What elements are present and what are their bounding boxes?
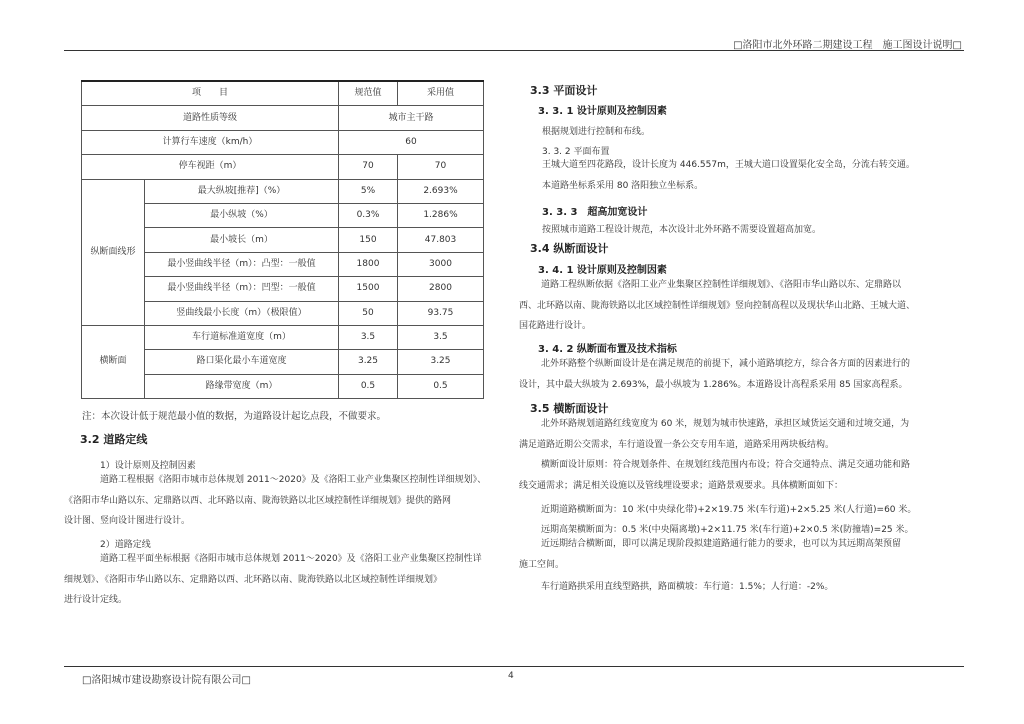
row-spec: 50 — [339, 301, 398, 325]
line: 细规划》、《洛阳市华山路以东、定鼎路以西、北环路以南、陇海铁路以北区域控制性详细规划》 — [64, 574, 443, 585]
paragraph-3-5-a — [519, 414, 909, 455]
group-cross-section: 横断面 — [82, 325, 145, 398]
paragraph-3-5-b — [519, 455, 910, 496]
row-label: 道路性质等级 — [82, 106, 339, 130]
near-term-cross-section: 近期道路横断面为：10 米(中央绿化带)+2×19.75 米(车行道)+2×5.25 米(人行道)=60 米。 — [541, 505, 917, 515]
paragraph-3-3-2 — [542, 155, 915, 196]
paragraph-3-3-3: 按照城市道路工程设计规范，本次设计北外环路不需要设置超高加宽。 — [542, 225, 822, 235]
footer-divider — [64, 666, 964, 667]
row-label: 最小纵坡（%） — [145, 203, 339, 227]
paragraph-alignment-coordinates — [64, 549, 482, 611]
header-item: 项 目 — [82, 81, 339, 106]
row-spec: 1800 — [339, 252, 398, 276]
long-term-cross-section: 远期高架横断面为：0.5 米(中央隔离墩)+2×11.75 米(车行道)+2×0.5 米(防撞墙)=25 米。 — [541, 525, 914, 535]
row-spec: 0.5 — [339, 374, 398, 398]
line: 设计，其中最大纵坡为 2.693%，最小纵坡为 1.286%。本道路设计高程系采用 85 国家高程系。 — [519, 379, 908, 390]
row-adopted: 70 — [398, 155, 484, 179]
line: 近远期结合横断面，即可以满足现阶段拟建道路通行能力的要求，也可以为其远期高架预留 — [541, 539, 902, 549]
row-adopted: 2.693% — [398, 179, 484, 203]
row-label: 最小坡长（m） — [145, 228, 339, 252]
page-number: 4 — [508, 671, 514, 681]
document-header-title: □洛阳市北外环路二期建设工程 施工图设计说明□ — [733, 40, 962, 51]
line: 北外环路整个纵断面设计是在满足规范的前提下，减小道路填挖方，综合各方面的因素进行的 — [541, 359, 911, 369]
paragraph-3-4-1 — [519, 275, 915, 337]
row-adopted: 3000 — [398, 252, 484, 276]
footer-company: □洛阳城市建设勘察设计院有限公司□ — [82, 675, 251, 686]
row-label: 最小竖曲线半径（m）：凸型：一般值 — [145, 252, 339, 276]
road-crown-slope: 车行道路拱采用直线型路拱，路面横坡：车行道：1.5%；人行道：-2%。 — [541, 582, 834, 592]
row-adopted: 0.5 — [398, 374, 484, 398]
row-spec: 5% — [339, 179, 398, 203]
row-label: 计算行车速度（km/h） — [82, 130, 339, 154]
subheading-3-4-2: 3. 4. 2 纵断面布置及技术指标 — [538, 344, 677, 355]
section-3-2-heading: 3.2 道路定线 — [80, 433, 148, 446]
line: 道路工程根据《洛阳市城市总体规划 2011～2020》及《洛阳工业产业集聚区控制性详细规划》、 — [100, 475, 487, 485]
line: 国花路进行设计。 — [519, 321, 592, 331]
section-3-3-heading: 3.3 平面设计 — [530, 84, 598, 97]
subheading-road-alignment: 2）道路定线 — [100, 540, 151, 550]
section-3-5-heading: 3.5 横断面设计 — [530, 402, 609, 415]
row-spec: 3.5 — [339, 325, 398, 349]
line: 满足道路近期公交需求，车行道设置一条公交专用车道，道路采用两块板结构。 — [519, 439, 835, 450]
line: 西、北环路以南、陇海铁路以北区域控制性详细规划》竖向控制高程以及现状华山北路、王城大道、 — [519, 300, 916, 311]
line: 设计图、竖向设计图进行设计。 — [64, 516, 191, 526]
row-adopted: 2800 — [398, 277, 484, 301]
paragraph-3-3-1: 根据规划进行控制和布线。 — [542, 127, 651, 137]
row-value: 城市主干路 — [339, 106, 484, 130]
row-spec: 0.3% — [339, 203, 398, 227]
line: 《洛阳市华山路以东、定鼎路以西、北环路以南、陇海铁路以北区域控制性详细规划》提供的路网 — [64, 495, 452, 506]
table-header-row — [82, 81, 484, 106]
header-spec-value: 规范值 — [339, 81, 398, 106]
line: 进行设计定线。 — [64, 595, 128, 605]
line: 北外环路规划道路红线宽度为 60 米，规划为城市快速路，承担区域货运交通和过境交通，为 — [541, 419, 910, 429]
subheading-3-3-3: 3. 3. 3 超高加宽设计 — [542, 207, 648, 218]
line: 本道路坐标系采用 80 洛阳独立坐标系。 — [542, 180, 704, 191]
header-adopted-value: 采用值 — [398, 81, 484, 106]
row-value: 60 — [339, 130, 484, 154]
row-spec: 150 — [339, 228, 398, 252]
subheading-3-3-2: 3. 3. 2 平面布置 — [542, 147, 610, 157]
subheading-3-4-1: 3. 4. 1 设计原则及控制因素 — [538, 265, 667, 276]
table-note: 注：本次设计低于规范最小值的数据，为道路设计起讫点段，不做要求。 — [82, 411, 387, 422]
row-adopted: 47.803 — [398, 228, 484, 252]
row-label: 路口渠化最小车道宽度 — [145, 350, 339, 374]
subheading-3-3-1: 3. 3. 1 设计原则及控制因素 — [538, 106, 667, 117]
table-row — [82, 155, 484, 179]
table-row — [82, 179, 484, 203]
row-label: 车行道标准道宽度（m） — [145, 325, 339, 349]
row-spec: 3.25 — [339, 350, 398, 374]
row-spec: 70 — [339, 155, 398, 179]
table-row — [82, 106, 484, 130]
row-label: 停车视距（m） — [82, 155, 339, 179]
table-row — [82, 130, 484, 154]
paragraph-3-4-2 — [519, 354, 910, 395]
line: 王城大道至四花路段，设计长度为 446.557m，王城大道口设置渠化安全岛，分流右转交通。 — [542, 160, 915, 170]
row-label: 最小竖曲线半径（m）：凹型：一般值 — [145, 277, 339, 301]
group-vertical-profile: 纵断面线形 — [82, 179, 145, 325]
row-spec: 1500 — [339, 277, 398, 301]
row-label: 路缘带宽度（m） — [145, 374, 339, 398]
subheading-design-principles: 1）设计原则及控制因素 — [100, 461, 196, 471]
paragraph-alignment-basis — [64, 470, 486, 532]
paragraph-3-5-e — [519, 534, 901, 575]
row-adopted: 3.5 — [398, 325, 484, 349]
row-label: 最大纵坡[推荐]（%） — [145, 179, 339, 203]
header-divider — [64, 50, 964, 51]
row-adopted: 1.286% — [398, 203, 484, 227]
row-adopted: 3.25 — [398, 350, 484, 374]
line: 横断面设计原则：符合规划条件、在规划红线范围内布设；符合交通特点、满足交通功能和路 — [541, 460, 911, 470]
line: 施工空间。 — [519, 559, 565, 570]
section-3-4-heading: 3.4 纵断面设计 — [530, 242, 609, 255]
row-label: 竖曲线最小长度（m）（极限值） — [145, 301, 339, 325]
line: 线交通需求；满足相关设施以及管线埋设要求；道路景观要求。具体横断面如下： — [519, 480, 844, 491]
line: 道路工程平面坐标根据《洛阳市城市总体规划 2011～2020》及《洛阳工业产业集聚区控制性详 — [100, 554, 482, 564]
line: 道路工程纵断依据《洛阳工业产业集聚区控制性详细规划》、《洛阳市华山路以东、定鼎路以 — [541, 280, 902, 290]
row-adopted: 93.75 — [398, 301, 484, 325]
design-parameters-table — [81, 80, 484, 399]
table-row — [82, 325, 484, 349]
